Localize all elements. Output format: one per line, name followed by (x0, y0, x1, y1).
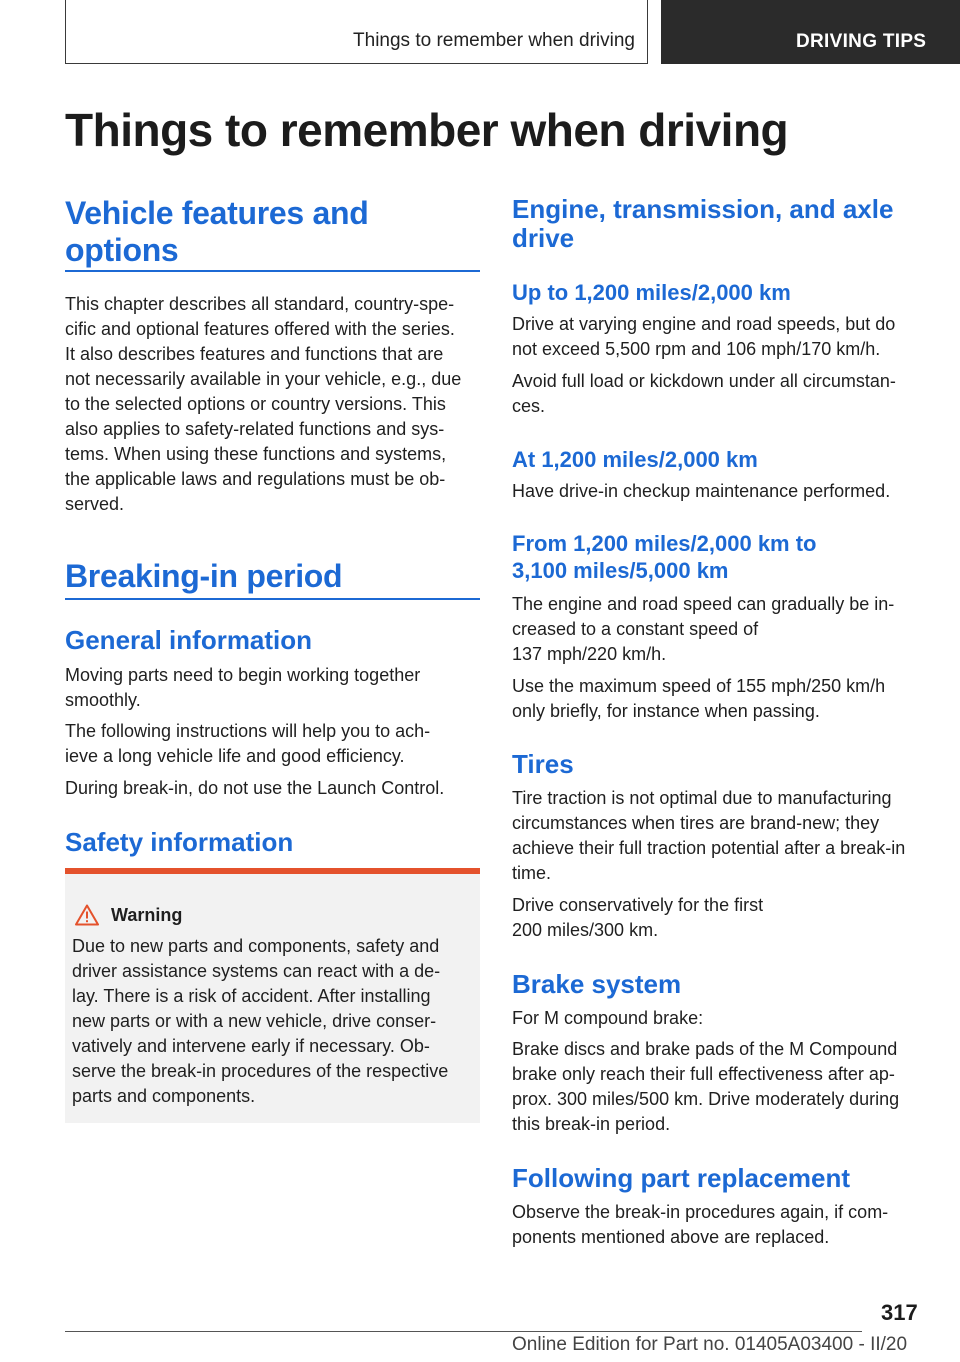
warning-triangle-icon (75, 904, 99, 926)
warning-title: Warning (111, 905, 183, 925)
general-information-p3: During break-in, do not use the Launch Control. (65, 778, 445, 798)
section-rule (65, 270, 480, 272)
at-1200-p1: Have drive-in checkup maintenance performed. (512, 481, 891, 501)
general-information-p1: Moving parts need to begin working together smoothly. (65, 665, 421, 710)
warning-box (65, 868, 480, 1123)
footer-edition: Online Edition for Part no. 01405A03400 - II/20 (512, 1334, 908, 1355)
brake-system-heading: Brake system (512, 969, 682, 999)
from-1200-heading: From 1,200 miles/2,000 km to 3,100 miles/5,000 km (512, 531, 817, 583)
vehicle-features-heading (65, 195, 368, 269)
tires-p1: Tire traction is not optimal due to manufacturing circumstances when tires are brand-new; they achieve their full traction potential after a break-in time. (512, 788, 906, 883)
header-chapter-label: DRIVING TIPS (796, 31, 927, 52)
warning-text: Due to new parts and components, safety and driver assistance systems can react with a de- lay. There is a risk of accident. After installing new parts or with a new vehicle, drive conser- vatively and intervene early if necessary. Ob- serve the break-in procedures of the respective parts and components. (72, 936, 449, 1106)
page-number: 317 (881, 1300, 918, 1325)
page-title: Things to remember when driving (65, 104, 789, 156)
vehicle-features-heading-line2: options (65, 232, 179, 268)
brake-system-p2: Brake discs and brake pads of the M Compound brake only reach their full effectiveness after ap- prox. 300 miles/500 km. Drive moderately during this break-in period. (512, 1039, 900, 1134)
vehicle-features-heading-line1: Vehicle features and (65, 195, 369, 231)
header-chapter-tab (661, 0, 960, 64)
footer-rule (65, 1331, 862, 1332)
at-1200-heading: At 1,200 miles/2,000 km (512, 447, 758, 472)
up-to-1200-p2: Avoid full load or kickdown under all circumstan- ces. (512, 371, 896, 416)
brake-system-p1: For M compound brake: (512, 1008, 704, 1028)
up-to-1200-p1: Drive at varying engine and road speeds, but do not exceed 5,500 rpm and 106 mph/170 km/h. (512, 314, 896, 359)
from-1200-p2: Use the maximum speed of 155 mph/250 km/h only briefly, for instance when passing. (512, 676, 886, 721)
part-replacement-heading: Following part replacement (512, 1163, 851, 1193)
tires-p2: Drive conservatively for the first 200 miles/300 km. (512, 895, 764, 940)
section-rule (65, 598, 480, 600)
header-section-tab (65, 0, 648, 64)
engine-transmission-heading: Engine, transmission, and axle drive (512, 194, 894, 253)
safety-information-heading: Safety information (65, 827, 294, 857)
tires-heading: Tires (512, 749, 574, 779)
part-replacement-p1: Observe the break-in procedures again, if com- ponents mentioned above are replaced. (512, 1202, 889, 1247)
header-section-label: Things to remember when driving (353, 30, 635, 51)
up-to-1200-heading: Up to 1,200 miles/2,000 km (512, 280, 791, 305)
general-information-p2: The following instructions will help you to ach- ieve a long vehicle life and good efficiency. (65, 721, 431, 766)
general-information-heading: General information (65, 625, 313, 655)
from-1200-p1: The engine and road speed can gradually be in- creased to a constant speed of 137 mph/220 km/h. (512, 594, 895, 664)
vehicle-features-body: This chapter describes all standard, country-spe- cific and optional features offered with the series. It also describes features and functions that are not necessarily available in your vehicle, e.g., due to the selected options or country versions. This also applies to safety-related functions and sys- tems. When using these functions and systems, the applicable laws and regulations must be ob- served. (65, 294, 462, 514)
breaking-in-heading: Breaking-in period (65, 558, 343, 594)
